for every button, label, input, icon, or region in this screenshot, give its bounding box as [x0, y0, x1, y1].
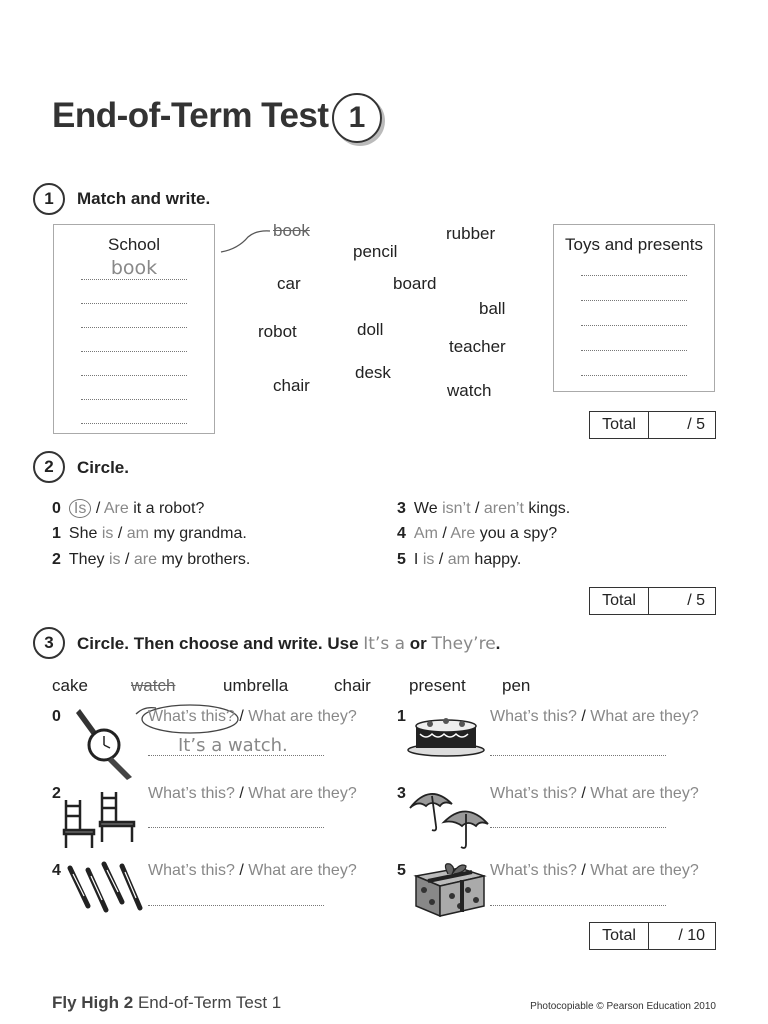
total-label: Total — [590, 588, 649, 614]
exercise-2-instruction: Circle. — [77, 458, 129, 477]
answer-line[interactable] — [81, 279, 187, 280]
ex3-item-1-number: 1 — [397, 708, 406, 725]
footer-title — [52, 993, 281, 1013]
present-picture — [408, 856, 488, 920]
word-chair: chair — [334, 676, 371, 695]
ex3-item-4-question: What’s this? / What are they? — [148, 862, 357, 879]
answer-line[interactable] — [581, 325, 687, 326]
total-box-3 — [589, 922, 716, 950]
word-robot: robot — [258, 322, 297, 341]
word-present: present — [409, 676, 466, 695]
umbrellas-picture — [406, 782, 492, 852]
school-box — [53, 224, 215, 434]
answer-line[interactable] — [490, 827, 666, 828]
cake-picture — [406, 710, 486, 758]
total-value[interactable]: / 5 — [687, 416, 705, 433]
ex3-item-0-number: 0 — [52, 708, 61, 725]
total-value[interactable]: / 10 — [678, 927, 705, 944]
ex3-item-0-question: What’s this? / What are they? — [148, 708, 357, 725]
word-desk: desk — [355, 363, 391, 382]
answer-line[interactable] — [490, 755, 666, 756]
word-chair: chair — [273, 376, 310, 395]
total-box-2 — [589, 587, 716, 615]
word-umbrella: umbrella — [223, 676, 289, 695]
total-label: Total — [590, 923, 649, 949]
answer-line[interactable] — [148, 905, 324, 906]
word-board: board — [393, 274, 437, 293]
total-box-1 — [589, 411, 716, 439]
word-pencil: pencil — [353, 242, 398, 261]
answer-line[interactable] — [490, 905, 666, 906]
word-book: book — [273, 221, 310, 240]
exercise-1-instruction: Match and write. — [77, 189, 211, 208]
answer-line[interactable] — [81, 399, 187, 400]
ex3-item-2-number: 2 — [52, 785, 61, 802]
ex2-item-2: 2 They is / are my brothers. — [52, 551, 251, 568]
circled-answer[interactable]: Is — [69, 499, 91, 518]
watch-picture — [72, 705, 138, 781]
toys-box — [553, 224, 715, 392]
ex3-item-4-number: 4 — [52, 862, 61, 879]
ex3-item-5-question: What’s this? / What are they? — [490, 862, 699, 879]
ex3-item-1-question: What’s this? / What are they? — [490, 708, 699, 725]
word-teacher: teacher — [449, 337, 506, 356]
answer-line[interactable] — [581, 275, 687, 276]
exercise-3-number: 3 — [33, 627, 65, 659]
answer-line[interactable] — [581, 350, 687, 351]
answer-line[interactable] — [148, 827, 324, 828]
answer-line[interactable] — [148, 755, 324, 756]
toys-box-title: Toys and presents — [565, 235, 703, 254]
word-doll: doll — [357, 320, 384, 339]
test-number-badge: 1 — [332, 93, 382, 143]
school-example-answer: book — [110, 257, 158, 279]
ex3-item-3-question: What’s this? / What are they? — [490, 785, 699, 802]
word-car: car — [277, 274, 301, 293]
exercise-1-number: 1 — [33, 183, 65, 215]
school-box-title: School — [108, 235, 160, 254]
answer-line[interactable] — [81, 351, 187, 352]
answer-line[interactable] — [81, 303, 187, 304]
footer-brand: Fly High 2 — [52, 993, 134, 1012]
ex3-example-answer: It’s a watch. — [178, 735, 288, 756]
answer-line[interactable] — [81, 375, 187, 376]
word-watch: watch — [447, 381, 492, 400]
ex2-item-3: 3 We isn’t / aren’t kings. — [397, 500, 571, 517]
chairs-picture — [58, 788, 150, 852]
ex2-item-0: 0 Is / Are it a robot? — [52, 500, 205, 517]
total-label: Total — [590, 412, 649, 438]
ex3-item-2-question: What’s this? / What are they? — [148, 785, 357, 802]
ex2-item-4: 4 Am / Are you a spy? — [397, 525, 558, 542]
answer-line[interactable] — [581, 375, 687, 376]
answer-line[interactable] — [81, 423, 187, 424]
exercise-3-instruction: Circle. Then choose and write. Use It’s a or They’re. — [77, 634, 501, 654]
word-ball: ball — [479, 299, 506, 318]
page-title: End-of-Term Test — [52, 96, 329, 135]
ex2-item-1: 1 She is / am my grandma. — [52, 525, 247, 542]
word-pen: pen — [502, 676, 531, 695]
word-cake: cake — [52, 676, 88, 695]
word-rubber: rubber — [446, 224, 496, 243]
word-watch-crossed: watch — [131, 676, 176, 695]
pens-picture — [64, 860, 150, 916]
footer-test: End-of-Term Test 1 — [137, 993, 282, 1012]
ex3-item-3-number: 3 — [397, 785, 406, 802]
ex2-item-5: 5 I is / am happy. — [397, 551, 522, 568]
exercise-2-number: 2 — [33, 451, 65, 483]
footer-copyright: Photocopiable © Pearson Education 2010 — [530, 1001, 716, 1012]
ex3-item-5-number: 5 — [397, 862, 406, 879]
answer-line[interactable] — [581, 300, 687, 301]
example-match-line — [218, 225, 274, 255]
total-value[interactable]: / 5 — [687, 592, 705, 609]
answer-line[interactable] — [81, 327, 187, 328]
